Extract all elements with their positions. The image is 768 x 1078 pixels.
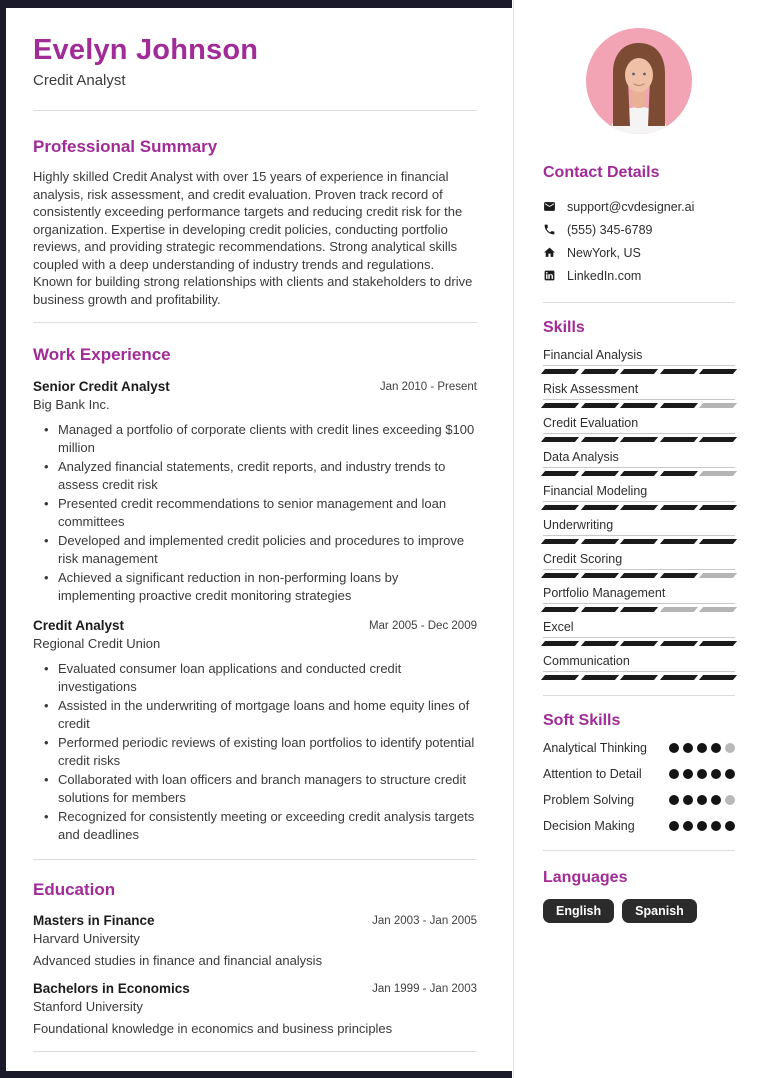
soft-skill-dot — [711, 821, 721, 831]
skill-item — [543, 382, 735, 408]
skill-level-segment — [660, 573, 698, 578]
skill-level-segment — [541, 675, 579, 680]
skill-level-segment — [580, 437, 618, 442]
summary-text: Highly skilled Credit Analyst with over 15 years of experience in financial analysis, risk assessment, and credit evaluation. Proven track record of consistently exceeding performance targets and reducing credit risk for the organization. Expertise in developing credit policies, conducting portfolio reviews, and providing strategic recommendations. Strong analytical skills coupled with a deep understanding of industry trends and regulations. Known for building strong relationships with clients and stakeholders to drive business growth and profitability. — [33, 169, 473, 307]
avatar — [586, 28, 692, 134]
contact-item[interactable] — [543, 264, 735, 287]
skill-level-segment — [620, 573, 658, 578]
skill-level-segment — [660, 471, 698, 476]
job-header-row — [33, 379, 477, 394]
job-title: Senior Credit Analyst — [33, 379, 170, 394]
skill-level-segment — [620, 437, 658, 442]
job-bullet: • Performed periodic reviews of existing loan portfolios to identify potential credit risks — [33, 734, 477, 769]
skill-level-bar — [543, 535, 735, 544]
soft-skill-dot — [683, 795, 693, 805]
skill-name: Financial Analysis — [543, 348, 643, 362]
skill-name: Underwriting — [543, 518, 614, 532]
skill-name: Risk Assessment — [543, 382, 639, 396]
skill-name: Financial Modeling — [543, 484, 648, 498]
soft-skill-dot — [711, 743, 721, 753]
soft-skill-item — [543, 766, 735, 783]
skill-level-segment — [699, 471, 737, 476]
skill-level-segment — [541, 437, 579, 442]
soft-skill-dot — [725, 821, 735, 831]
skill-level-bar — [543, 467, 735, 476]
skill-level-segment — [660, 437, 698, 442]
job-company: Big Bank Inc. — [33, 397, 110, 412]
soft-skill-name: Problem Solving — [543, 793, 635, 807]
skill-level-segment — [580, 573, 618, 578]
job-header-row — [33, 618, 477, 633]
contact-text: support@cvdesigner.ai — [567, 199, 695, 214]
skill-level-segment — [580, 607, 618, 612]
education-header-row — [33, 913, 477, 928]
job-dates: Jan 2010 - Present — [379, 381, 477, 393]
skill-item — [543, 586, 735, 612]
home-icon — [543, 246, 556, 259]
soft-skill-dot — [711, 795, 721, 805]
languages-heading: Languages — [543, 869, 628, 886]
divider — [543, 695, 735, 696]
languages-list — [543, 899, 735, 923]
job-entry — [33, 618, 477, 843]
skill-level-segment — [620, 675, 658, 680]
jobs-container — [33, 379, 477, 843]
language-badge: Spanish — [622, 899, 697, 923]
skill-name: Excel — [543, 620, 574, 634]
language-badge: English — [543, 899, 614, 923]
soft-skill-item — [543, 740, 735, 757]
skill-item — [543, 484, 735, 510]
skill-name: Credit Scoring — [543, 552, 623, 566]
skill-level-segment — [620, 641, 658, 646]
linkedin-icon — [543, 269, 556, 282]
skill-level-segment — [660, 641, 698, 646]
education-container — [33, 913, 477, 1036]
soft-skill-dot — [711, 769, 721, 779]
column-separator — [513, 0, 514, 1078]
skill-level-segment — [620, 505, 658, 510]
skill-level-segment — [541, 641, 579, 646]
education-degree: Bachelors in Economics — [33, 981, 190, 996]
job-bullets — [33, 421, 477, 604]
soft-skill-dot — [669, 795, 679, 805]
skill-level-segment — [620, 539, 658, 544]
soft-skill-name: Attention to Detail — [543, 767, 642, 781]
job-bullet: • Managed a portfolio of corporate clients with credit lines exceeding $100 million — [33, 421, 477, 456]
education-school: Harvard University — [33, 931, 140, 946]
soft-skill-dot — [697, 821, 707, 831]
skill-level-segment — [660, 675, 698, 680]
soft-skill-dot — [683, 769, 693, 779]
skill-level-bar — [543, 501, 735, 510]
skill-level-segment — [699, 505, 737, 510]
skill-level-segment — [660, 403, 698, 408]
phone-icon — [543, 223, 556, 236]
skill-level-bar — [543, 399, 735, 408]
skill-level-bar — [543, 603, 735, 612]
skill-level-segment — [660, 607, 698, 612]
skill-level-segment — [699, 539, 737, 544]
job-title: Credit Analyst — [33, 618, 125, 633]
job-bullet: • Presented credit recommendations to senior management and loan committees — [33, 495, 477, 530]
skill-level-segment — [541, 471, 579, 476]
soft-skill-dot — [683, 743, 693, 753]
job-bullets — [33, 660, 477, 843]
skill-level-segment — [580, 539, 618, 544]
skill-level-segment — [699, 573, 737, 578]
contact-item[interactable] — [543, 218, 735, 241]
soft-skill-dot — [669, 769, 679, 779]
skill-level-segment — [620, 369, 658, 374]
job-bullet: • Achieved a significant reduction in non-performing loans by implementing proactive credit monitoring strategies — [33, 569, 477, 604]
skill-name: Credit Evaluation — [543, 416, 639, 430]
divider — [33, 110, 477, 111]
contact-item[interactable] — [543, 241, 735, 264]
skill-item — [543, 450, 735, 476]
contact-item[interactable] — [543, 195, 735, 218]
soft-skill-dot — [669, 743, 679, 753]
divider — [33, 1051, 477, 1052]
skill-level-segment — [699, 607, 737, 612]
skill-level-segment — [541, 403, 579, 408]
job-entry — [33, 379, 477, 604]
skill-level-segment — [541, 607, 579, 612]
education-entry — [33, 913, 477, 968]
skills-heading: Skills — [543, 319, 585, 336]
candidate-title: Credit Analyst — [33, 72, 126, 89]
job-company: Regional Credit Union — [33, 636, 161, 651]
skill-item — [543, 416, 735, 442]
soft-skill-dot — [697, 795, 707, 805]
skill-item — [543, 518, 735, 544]
skill-level-segment — [580, 403, 618, 408]
skill-level-segment — [699, 641, 737, 646]
skill-level-segment — [699, 403, 737, 408]
soft-skill-name: Analytical Thinking — [543, 741, 647, 755]
contact-text: NewYork, US — [567, 245, 641, 260]
skill-level-bar — [543, 433, 735, 442]
skill-level-segment — [580, 641, 618, 646]
contact-text: LinkedIn.com — [567, 268, 642, 283]
skill-level-segment — [541, 573, 579, 578]
education-description: Foundational knowledge in economics and business principles — [33, 1021, 393, 1036]
soft-skill-dots — [669, 740, 735, 753]
skill-item — [543, 620, 735, 646]
skill-level-segment — [620, 403, 658, 408]
education-dates: Jan 2003 - Jan 2005 — [372, 915, 477, 927]
contact-text: (555) 345-6789 — [567, 222, 653, 237]
divider — [33, 322, 477, 323]
divider — [33, 859, 477, 860]
skill-item — [543, 654, 735, 680]
left-frame-bar — [0, 0, 6, 1078]
job-bullet: • Assisted in the underwriting of mortgage loans and home equity lines of credit — [33, 697, 477, 732]
main-column — [33, 8, 477, 1052]
soft-skill-dots — [669, 792, 735, 805]
skill-level-segment — [541, 539, 579, 544]
soft-skill-dot — [697, 769, 707, 779]
skill-item — [543, 348, 735, 374]
job-bullet: • Developed and implemented credit policies and procedures to improve risk management — [33, 532, 477, 567]
skill-level-segment — [660, 505, 698, 510]
skill-name: Data Analysis — [543, 450, 619, 464]
summary-heading: Professional Summary — [33, 137, 218, 156]
soft-skill-dots — [669, 818, 735, 831]
education-dates: Jan 1999 - Jan 2003 — [372, 983, 477, 995]
job-bullet: • Analyzed financial statements, credit reports, and industry trends to assess credit risk — [33, 458, 477, 493]
education-heading: Education — [33, 880, 116, 899]
divider — [543, 302, 735, 303]
skill-level-bar — [543, 569, 735, 578]
skill-name: Communication — [543, 654, 630, 668]
job-bullet: • Collaborated with loan officers and branch managers to structure credit solutions for members — [33, 771, 477, 806]
top-frame-bar — [0, 0, 512, 8]
skill-level-segment — [541, 369, 579, 374]
education-degree: Masters in Finance — [33, 913, 155, 928]
education-school: Stanford University — [33, 999, 143, 1014]
soft-skill-dot — [683, 821, 693, 831]
soft-skill-dot — [725, 743, 735, 753]
profile-photo — [586, 28, 692, 134]
soft-skill-dot — [697, 743, 707, 753]
skill-level-segment — [580, 505, 618, 510]
education-entry — [33, 981, 477, 1036]
job-bullet: • Recognized for consistently meeting or exceeding credit analysis targets and deadlines — [33, 808, 477, 843]
skill-level-segment — [660, 539, 698, 544]
soft-skill-dots — [669, 766, 735, 779]
soft-skill-dot — [725, 769, 735, 779]
work-heading: Work Experience — [33, 345, 171, 364]
skill-level-segment — [620, 471, 658, 476]
skill-item — [543, 552, 735, 578]
skill-level-bar — [543, 637, 735, 646]
skills-list — [543, 348, 735, 680]
skill-level-bar — [543, 365, 735, 374]
skill-level-segment — [580, 675, 618, 680]
contact-list — [543, 195, 735, 287]
soft-skill-dot — [669, 821, 679, 831]
sidebar — [543, 0, 735, 923]
soft-skills-list — [543, 740, 735, 835]
skill-level-segment — [620, 607, 658, 612]
skill-level-segment — [541, 505, 579, 510]
contact-heading: Contact Details — [543, 164, 660, 181]
skill-level-segment — [580, 369, 618, 374]
soft-skill-item — [543, 818, 735, 835]
candidate-name: Evelyn Johnson — [33, 34, 259, 66]
skill-name: Portfolio Management — [543, 586, 666, 600]
bottom-frame-bar — [0, 1071, 512, 1078]
email-icon — [543, 200, 556, 213]
soft-skill-item — [543, 792, 735, 809]
education-description: Advanced studies in finance and financial analysis — [33, 953, 323, 968]
skill-level-bar — [543, 671, 735, 680]
soft-skills-heading: Soft Skills — [543, 712, 621, 729]
skill-level-segment — [699, 675, 737, 680]
skill-level-segment — [580, 471, 618, 476]
soft-skill-name: Decision Making — [543, 819, 635, 833]
divider — [543, 850, 735, 851]
skill-level-segment — [699, 369, 737, 374]
job-dates: Mar 2005 - Dec 2009 — [368, 620, 477, 632]
skill-level-segment — [699, 437, 737, 442]
soft-skill-dot — [725, 795, 735, 805]
skill-level-segment — [660, 369, 698, 374]
job-bullet: • Evaluated consumer loan applications and conducted credit investigations — [33, 660, 477, 695]
education-header-row — [33, 981, 477, 996]
